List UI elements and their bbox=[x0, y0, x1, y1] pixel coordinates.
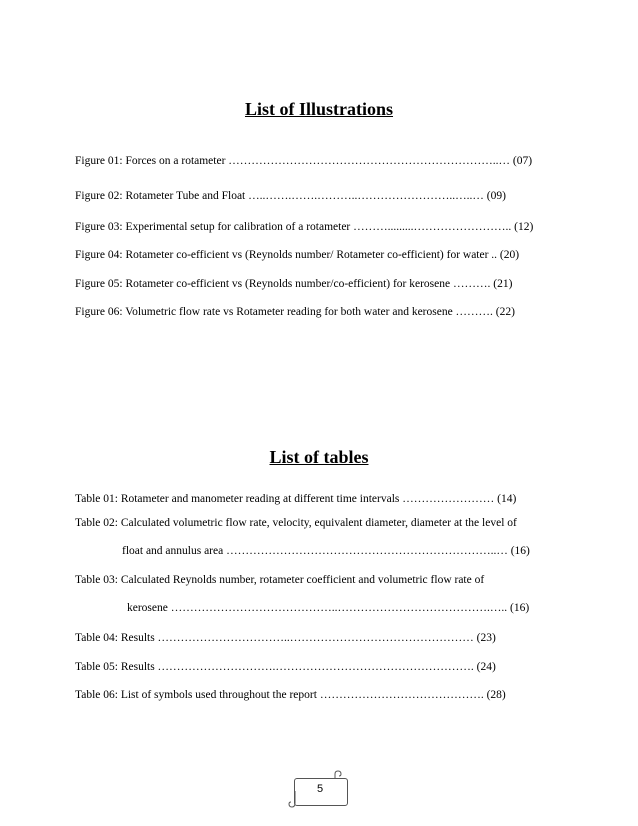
table-02-entry: Table 02: Calculated volumetric flow rate, velocity, equivalent diameter, diameter at the level of bbox=[75, 517, 517, 529]
figure-03-entry: Figure 03: Experimental setup for calibration of a rotameter ……….........…………………….. (12) bbox=[75, 221, 534, 233]
table-05-entry: Table 05: Results ………………………….……………………………………………. (24) bbox=[75, 661, 496, 673]
figure-02-entry: Figure 02: Rotameter Tube and Float …..…….…….………..……………………..…..… (09) bbox=[75, 190, 506, 202]
table-03-entry: Table 03: Calculated Reynolds number, rotameter coefficient and volumetric flow rate of bbox=[75, 574, 485, 586]
scroll-curl-icon bbox=[334, 770, 346, 780]
table-01-entry: Table 01: Rotameter and manometer reading at different time intervals …………………… (14) bbox=[75, 493, 517, 505]
table-03-entry-continued: kerosene ……………………………………..………………………………….….. (16) bbox=[127, 602, 530, 614]
figure-04-entry: Figure 04: Rotameter co-efficient vs (Reynolds number/ Rotameter co-efficient) for water .. (20) bbox=[75, 249, 520, 261]
table-02-entry-continued: float and annulus area ……………………………………………………………..… (16) bbox=[122, 545, 530, 557]
figure-01-entry: Figure 01: Forces on a rotameter ……………………………………………………………..… (07) bbox=[75, 155, 533, 167]
figure-05-entry: Figure 05: Rotameter co-efficient vs (Reynolds number/co-efficient) for kerosene ………. (21) bbox=[75, 278, 513, 290]
page-number: 5 bbox=[316, 783, 324, 795]
table-04-entry: Table 04: Results ……………………………..………………………………………… (23) bbox=[75, 632, 496, 644]
table-06-entry: Table 06: List of symbols used throughout the report ……………………………………. (28) bbox=[75, 689, 506, 701]
illustrations-heading: List of Illustrations bbox=[244, 99, 394, 119]
tables-heading: List of tables bbox=[269, 447, 369, 467]
figure-06-entry: Figure 06: Volumetric flow rate vs Rotameter reading for both water and kerosene ………. (22) bbox=[75, 306, 515, 318]
